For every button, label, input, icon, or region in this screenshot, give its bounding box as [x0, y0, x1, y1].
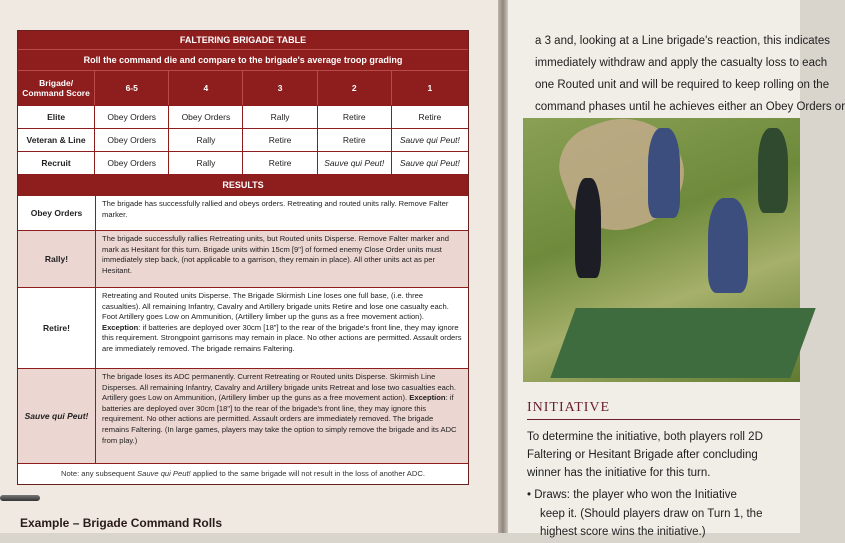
- note-text: applied to the same brigade will not result in the loss of another ADC.: [190, 469, 425, 478]
- body-line: winner has the initiative for this turn.: [527, 467, 711, 479]
- body-line: To determine the initiative, both players roll 2D: [527, 431, 763, 443]
- table-note: [18, 463, 468, 484]
- table-cell: Sauve qui Peut!: [317, 152, 391, 174]
- table-cell: Rally: [168, 129, 242, 151]
- header-score-2: 2: [317, 71, 391, 105]
- table-cell: Obey Orders: [94, 152, 168, 174]
- result-body: Retreating and Routed units Disperse. The Brigade Skirmish Line loses one full base, (i.e. three casualties). All remaining Infantry, Cavalry and Artillery brigade units Retire and lose one casualty each. Foot Artillery goes Low on Ammunition, (Artillery limber up the guns as a free movement action).: [102, 291, 449, 322]
- body-line: one Routed unit and will be required to keep rolling on the: [535, 79, 830, 91]
- photo-base: [550, 308, 815, 378]
- faltering-brigade-table: [17, 30, 469, 485]
- row-grade: Veteran & Line: [26, 135, 86, 145]
- body-line: Faltering or Hesitant Brigade after concluding: [527, 449, 758, 461]
- body-line: a 3 and, looking at a Line brigade's reaction, this indicates: [535, 35, 830, 47]
- table-cell: Obey Orders: [168, 106, 242, 128]
- table-subtitle: Roll the command die and compare to the brigade's average troop grading: [18, 49, 468, 70]
- miniature-figure: [758, 128, 788, 213]
- row-grade: Elite: [47, 112, 66, 122]
- table-cell: Rally: [168, 152, 242, 174]
- header-score-1: 1: [391, 71, 468, 105]
- result-row-rally: [18, 230, 468, 287]
- result-label: Rally!: [18, 231, 96, 287]
- table-row: [18, 105, 468, 128]
- result-row-retire: [18, 287, 468, 368]
- example-heading: Example – Brigade Command Rolls: [20, 516, 223, 530]
- exception-text: : if batteries are deployed over 30cm [18"] to the rear of the brigade's front line, they may ignore this requirement. Strongpoint garrisons may remain in place. No other actions are permitted. Assault orders are immediately removed. The brigade remains Faltering.: [102, 322, 462, 353]
- body-line: immediately withdraw and apply the casualty loss to each: [535, 57, 828, 69]
- table-cell: Retire: [242, 152, 316, 174]
- table-cell: Obey Orders: [94, 129, 168, 151]
- table-cell: Retire: [317, 106, 391, 128]
- table-row: [18, 151, 468, 174]
- section-heading-initiative: INITIATIVE: [527, 400, 611, 415]
- heading-rule: [527, 419, 800, 420]
- result-row-sauve-qui-peut: [18, 368, 468, 463]
- result-label: Sauve qui Peut!: [18, 369, 96, 463]
- table-cell: Retire: [242, 129, 316, 151]
- header-score-4: 4: [168, 71, 242, 105]
- result-text: The brigade has successfully rallied and obeys orders. Retreating and routed units rally. Remove Falter marker.: [102, 199, 449, 219]
- header-score-3: 3: [242, 71, 316, 105]
- table-cell: Sauve qui Peut!: [391, 152, 468, 174]
- result-text: [96, 288, 468, 368]
- table-row: [18, 128, 468, 151]
- body-line: highest score wins the initiative.): [540, 526, 706, 538]
- exception-label: Exception: [409, 393, 446, 403]
- body-line: • Draws: the player who won the Initiative: [527, 489, 737, 501]
- table-cell: Rally: [242, 106, 316, 128]
- body-line: keep it. (Should players draw on Turn 1, the: [540, 508, 763, 520]
- miniature-figure: [575, 178, 601, 278]
- book-gutter: [498, 0, 508, 533]
- results-heading: RESULTS: [18, 174, 468, 195]
- body-line: command phases until he achieves either an Obey Orders or: [535, 101, 845, 113]
- table-cell: Retire: [391, 106, 468, 128]
- table-cell: Sauve qui Peut!: [391, 129, 468, 151]
- row-grade: Recruit: [41, 158, 71, 168]
- pen-object: [0, 495, 40, 501]
- header-brigade: Brigade/ Command Score: [22, 78, 90, 98]
- header-score-6-5: 6-5: [94, 71, 168, 105]
- miniature-figure: [648, 128, 680, 218]
- table-header-row: [18, 70, 468, 105]
- table-title: FALTERING BRIGADE TABLE: [18, 31, 468, 49]
- result-row-obey-orders: [18, 195, 468, 230]
- table-cell: Retire: [317, 129, 391, 151]
- exception-text: : if batteries are deployed over 30cm [18"] to the rear of the brigade's front line, they may ignore this requirement. No other actions are permitted. Assault orders are immediately removed. The brigade remains Faltering. (In large games, players may take the option to simply remove the brigade and its ADC from play.): [102, 393, 457, 445]
- miniature-figure: [708, 198, 748, 293]
- exception-label: Exception: [102, 322, 139, 332]
- result-label: Obey Orders: [18, 196, 96, 230]
- note-emphasis: Sauve qui Peut!: [137, 469, 191, 478]
- miniatures-photo: [523, 118, 800, 382]
- result-body: The brigade loses its ADC permanently. Current Retreating or Routed units Disperse. Skirmish Line Disperses. All remaining Infantry, Cavalry and Artillery brigade units Retreat and lose two casualties each. Artillery goes Low on Ammunition, (Artillery limber up the guns as a free movement action).: [102, 372, 456, 403]
- note-text: Note: any subsequent: [61, 469, 138, 478]
- result-label: Retire!: [18, 288, 96, 368]
- table-cell: Obey Orders: [94, 106, 168, 128]
- result-text: [96, 369, 468, 463]
- result-text: The brigade successfully rallies Retreating units, but Routed units Disperse. Remove Falter marker and mark as Hesitant for this turn. Brigade units within 15cm [9"] of formed enemy Close Order units must immediately step back, (not applicable to a garrison, they remain in place). All other units act as per Hesitant.: [102, 234, 449, 275]
